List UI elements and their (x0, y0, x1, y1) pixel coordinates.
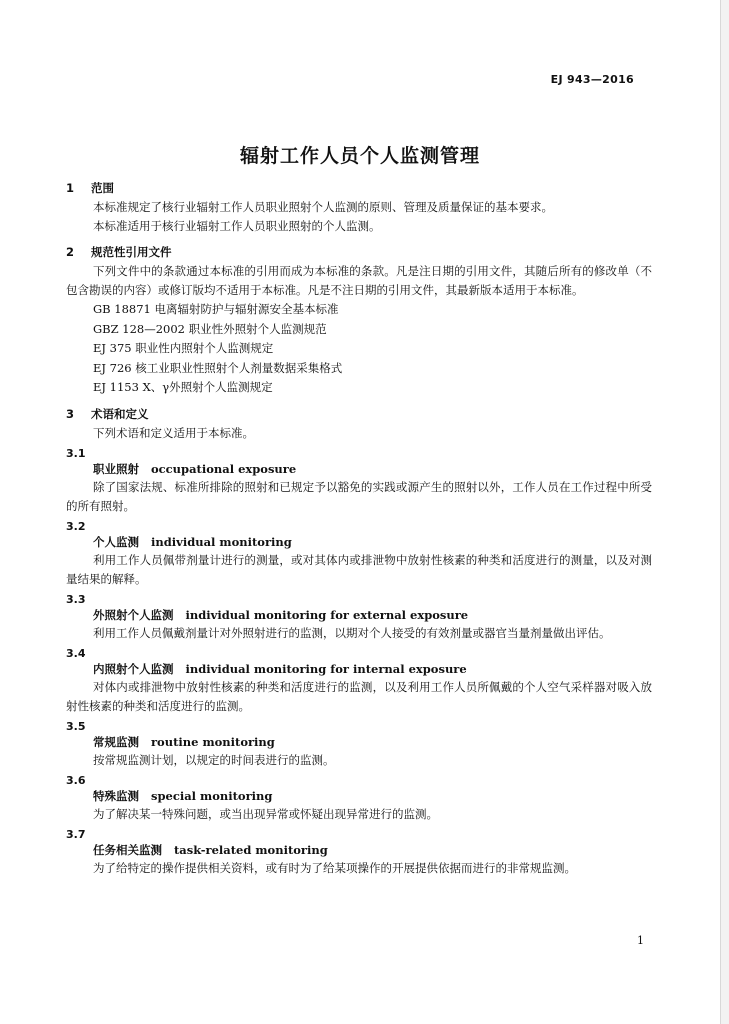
section-number: 1 (66, 181, 75, 195)
reference-item: EJ 1153 X、γ外照射个人监测规定 (93, 380, 273, 394)
term-heading (66, 461, 652, 478)
term-number: 3.4 (66, 646, 86, 660)
term-definition: 利用工作人员佩戴剂量计对外照射进行的监测，以期对个人接受的有效剂量或器官当量剂量做出评估。 (93, 625, 611, 640)
term-zh: 任务相关监测 (93, 842, 162, 857)
term-number: 3.5 (66, 719, 86, 733)
term-en: special monitoring (151, 788, 273, 803)
term-en: individual monitoring (151, 534, 292, 549)
term-heading (66, 607, 652, 624)
term-number: 3.1 (66, 446, 86, 460)
paragraph: 本标准规定了核行业辐射工作人员职业照射个人监测的原则、管理及质量保证的基本要求。 (93, 200, 553, 214)
paragraph: 下列文件中的条款通过本标准的引用而成为本标准的条款。凡是注日期的引用文件，其随后所有的修改单（不包含勘误的内容）或修订版均不适用于本标准。凡是不注日期的引用文件，其最新版本适用于本标准。 (66, 264, 652, 297)
section-number: 3 (66, 406, 75, 421)
term-zh: 个人监测 (93, 534, 139, 549)
document-body (66, 175, 652, 878)
term-heading (66, 661, 652, 678)
term-zh: 职业照射 (93, 461, 139, 476)
reference-item: EJ 726 核工业职业性照射个人剂量数据采集格式 (93, 360, 343, 375)
term-en: individual monitoring for internal exposure (185, 661, 467, 676)
standard-code: EJ 943—2016 (550, 73, 634, 86)
term-en: occupational exposure (151, 461, 297, 476)
term-heading (66, 788, 652, 805)
section-title: 规范性引用文件 (91, 245, 172, 259)
section-title: 术语和定义 (91, 406, 149, 421)
term-number: 3.3 (66, 592, 86, 606)
term-en: individual monitoring for external exposure (185, 607, 469, 622)
section-number: 2 (66, 245, 75, 259)
section-heading-normative-references (66, 244, 652, 261)
section-title: 范围 (91, 181, 114, 195)
term-heading (66, 842, 652, 859)
term-definition: 利用工作人员佩带剂量计进行的测量，或对其体内或排泄物中放射性核素的种类和活度进行的测量，以及对测量结果的解释。 (66, 552, 652, 586)
term-number: 3.7 (66, 827, 86, 841)
term-en: task-related monitoring (174, 842, 328, 857)
term-definition: 除了国家法规、标准所排除的照射和已规定予以豁免的实践或源产生的照射以外，工作人员在工作过程中所受的所有照射。 (66, 479, 652, 513)
term-definition: 对体内或排泄物中放射性核素的种类和活度进行的监测，以及利用工作人员所佩戴的个人空气采样器对吸入放射性核素的种类和活度进行的监测。 (66, 679, 652, 713)
term-heading (66, 734, 652, 751)
document-title: 辐射工作人员个人监测管理 (239, 145, 480, 167)
term-definition: 为了给特定的操作提供相关资料，或有时为了给某项操作的开展提供依据而进行的非常规监测。 (93, 860, 576, 875)
term-en: routine monitoring (151, 734, 275, 749)
term-zh: 特殊监测 (93, 788, 139, 803)
term-definition: 为了解决某一特殊问题，或当出现异常或怀疑出现异常进行的监测。 (93, 806, 438, 821)
term-definition: 按常规监测计划，以规定的时间表进行的监测。 (93, 752, 335, 767)
reference-item: GB 18871 电离辐射防护与辐射源安全基本标准 (93, 302, 339, 316)
term-zh: 内照射个人监测 (93, 661, 174, 676)
term-zh: 常规监测 (93, 734, 139, 749)
term-number: 3.2 (66, 519, 86, 533)
term-number: 3.6 (66, 773, 86, 787)
page-edge (720, 0, 729, 1024)
term-heading (66, 534, 652, 551)
paragraph: 本标准适用于核行业辐射工作人员职业照射的个人监测。 (93, 219, 381, 233)
reference-item: GBZ 128—2002 职业性外照射个人监测规范 (93, 321, 327, 336)
section-heading-scope (66, 180, 652, 197)
section-heading-terms (66, 406, 652, 423)
term-zh: 外照射个人监测 (93, 607, 174, 622)
page-number: 1 (637, 934, 644, 947)
paragraph: 下列术语和定义适用于本标准。 (93, 425, 254, 440)
reference-item: EJ 375 职业性内照射个人监测规定 (93, 341, 274, 355)
